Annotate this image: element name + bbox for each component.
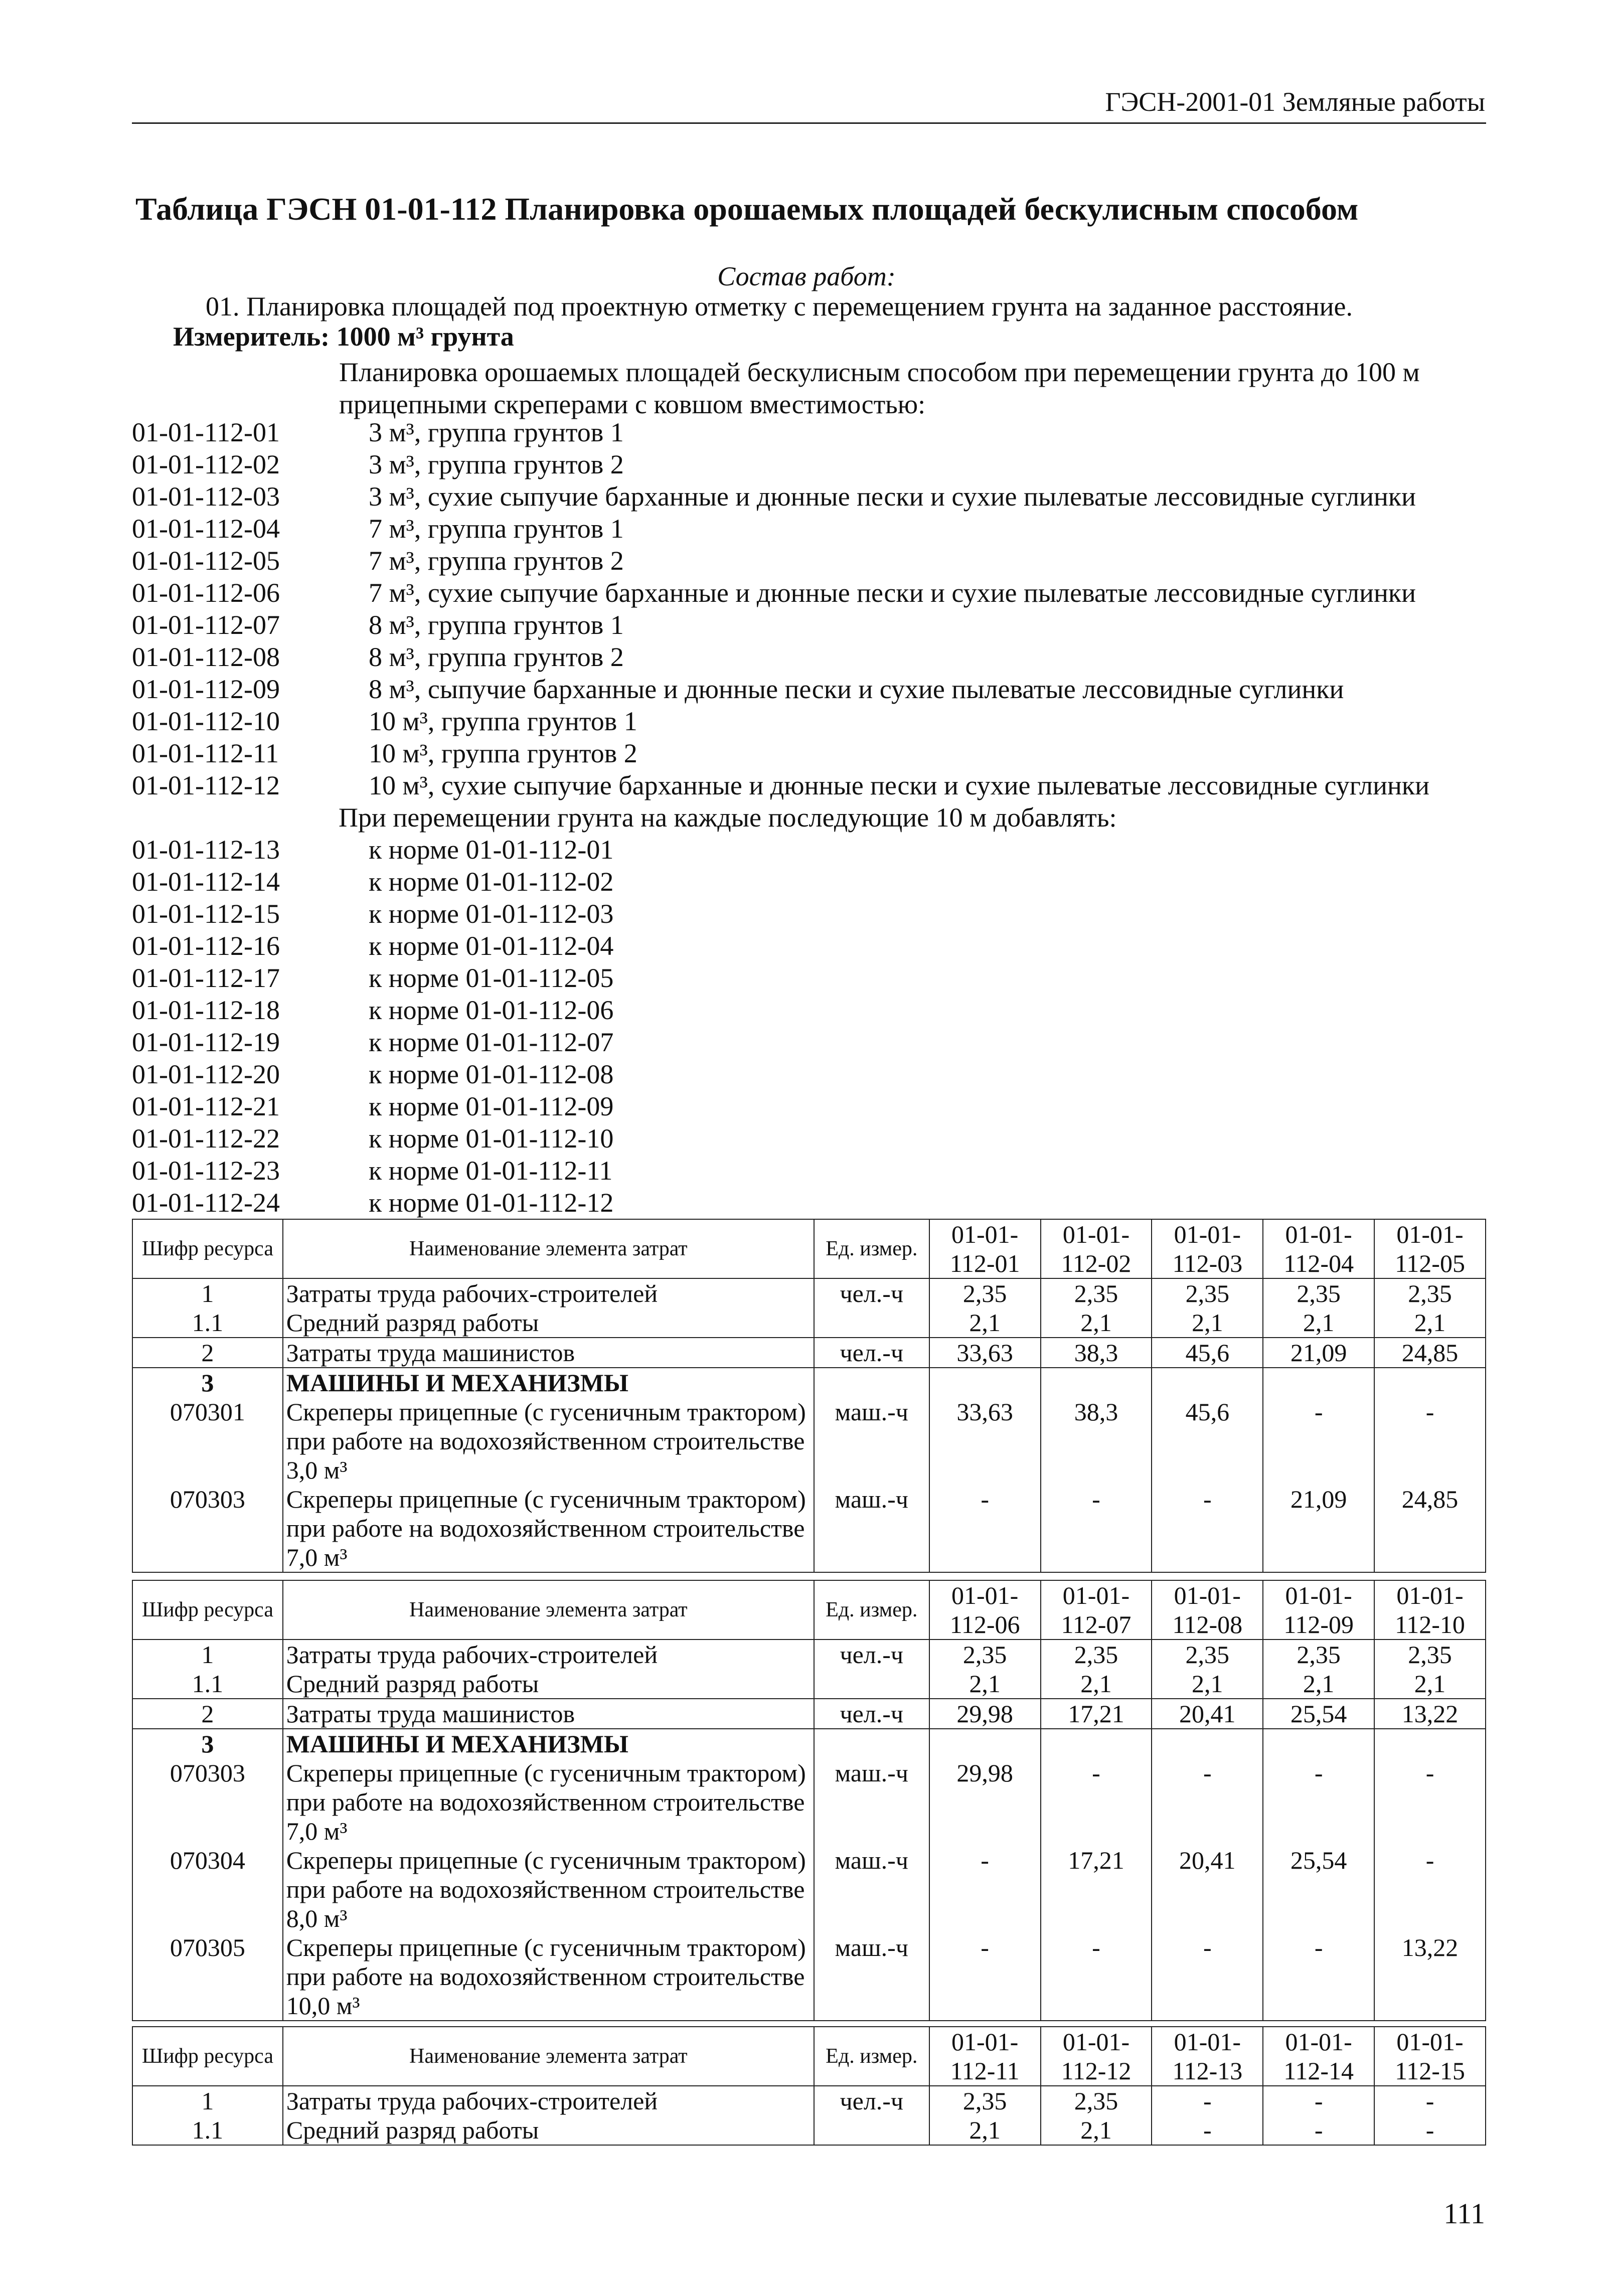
norm-value: 2,35 bbox=[1041, 2086, 1152, 2115]
norm-value: 2,35 bbox=[1263, 1278, 1374, 1308]
resource-name: Затраты труда рабочих-строителей bbox=[283, 1278, 814, 1308]
norm-value: 2,35 bbox=[929, 2086, 1041, 2115]
resource-name: Скреперы прицепные (с гусеничным трактором) при работе на водохозяйственном строительстве 7,0 м³ bbox=[283, 1758, 814, 1846]
meter-line bbox=[173, 321, 514, 352]
resource-name: Скреперы прицепные (с гусеничным трактором) при работе на водохозяйственном строительстве 3,0 м³ bbox=[283, 1397, 814, 1485]
norm-value: 20,41 bbox=[1152, 1846, 1263, 1933]
table-row bbox=[132, 1729, 1486, 1758]
addition-desc: к норме 01-01-112-02 bbox=[369, 867, 614, 897]
norm-value: - bbox=[1041, 1485, 1152, 1572]
norm-value: - bbox=[1263, 2115, 1374, 2145]
table-row bbox=[132, 1846, 1486, 1933]
resource-unit: чел.-ч bbox=[814, 1639, 929, 1669]
header-norm-column: 01-01- 112-10 bbox=[1374, 1580, 1486, 1639]
resource-unit bbox=[814, 2115, 929, 2145]
norm-value: 2,1 bbox=[1263, 1669, 1374, 1699]
norm-value: 2,1 bbox=[1041, 1308, 1152, 1338]
resource-unit bbox=[814, 1669, 929, 1699]
resource-table-3 bbox=[132, 2026, 1486, 2146]
norm-desc: 7 м³, группа грунтов 1 bbox=[369, 514, 624, 544]
resource-name: МАШИНЫ И МЕХАНИЗМЫ bbox=[283, 1729, 814, 1758]
header-norm-column: 01-01- 112-09 bbox=[1263, 1580, 1374, 1639]
table-row bbox=[132, 1933, 1486, 2021]
norm-code: 01-01-112-11 bbox=[132, 738, 279, 768]
resource-name: Скреперы прицепные (с гусеничным трактором) при работе на водохозяйственном строительстве 8,0 м³ bbox=[283, 1846, 814, 1933]
addition-desc: к норме 01-01-112-04 bbox=[369, 931, 614, 961]
table-row bbox=[132, 1368, 1486, 1397]
table-row bbox=[132, 2086, 1486, 2115]
norm-value: - bbox=[1152, 1758, 1263, 1846]
composition-item: 01. Планировка площадей под проектную отметку с перемещением грунта на заданное расстояние. bbox=[206, 291, 1353, 321]
norm-value bbox=[1152, 1368, 1263, 1397]
norm-desc: 8 м³, сыпучие барханные и дюнные пески и сухие пылеватые лессовидные суглинки bbox=[369, 674, 1344, 704]
norm-desc: 3 м³, группа грунтов 1 bbox=[369, 417, 624, 447]
addition-code: 01-01-112-19 bbox=[132, 1027, 280, 1057]
resource-code: 1 bbox=[132, 1278, 283, 1308]
norm-value: 2,1 bbox=[929, 1669, 1041, 1699]
norm-code: 01-01-112-05 bbox=[132, 546, 280, 576]
header-norm-column: 01-01- 112-12 bbox=[1041, 2027, 1152, 2086]
norm-value: - bbox=[929, 1485, 1041, 1572]
composition-title: Состав работ: bbox=[717, 261, 896, 291]
resource-unit: чел.-ч bbox=[814, 1338, 929, 1368]
norm-codes-column bbox=[132, 416, 280, 1219]
resource-unit: чел.-ч bbox=[814, 2086, 929, 2115]
norm-value: 17,21 bbox=[1041, 1846, 1152, 1933]
norm-desc: 10 м³, сухие сыпучие барханные и дюнные пески и сухие пылеватые лессовидные суглинки bbox=[369, 770, 1430, 800]
norm-value: 25,54 bbox=[1263, 1699, 1374, 1729]
norm-code: 01-01-112-04 bbox=[132, 514, 280, 544]
norm-value: - bbox=[1263, 1758, 1374, 1846]
resource-code: 070303 bbox=[132, 1485, 283, 1572]
resource-unit: маш.-ч bbox=[814, 1933, 929, 2021]
header-norm-column: 01-01- 112-11 bbox=[929, 2027, 1041, 2086]
resource-name: Затраты труда рабочих-строителей bbox=[283, 1639, 814, 1669]
header-rule bbox=[132, 122, 1486, 124]
norm-desc: 10 м³, группа грунтов 1 bbox=[369, 706, 637, 736]
header-norm-column: 01-01- 112-07 bbox=[1041, 1580, 1152, 1639]
resource-code: 2 bbox=[132, 1338, 283, 1368]
norm-value: 13,22 bbox=[1374, 1699, 1486, 1729]
resource-name: МАШИНЫ И МЕХАНИЗМЫ bbox=[283, 1368, 814, 1397]
norm-value: 2,35 bbox=[1374, 1278, 1486, 1308]
header-code: Шифр ресурса bbox=[132, 1580, 283, 1639]
norm-value: - bbox=[1041, 1758, 1152, 1846]
resource-unit: маш.-ч bbox=[814, 1846, 929, 1933]
addition-code: 01-01-112-13 bbox=[132, 835, 280, 865]
norm-value: 29,98 bbox=[929, 1699, 1041, 1729]
norm-value: - bbox=[1152, 1485, 1263, 1572]
norm-value: 29,98 bbox=[929, 1758, 1041, 1846]
resource-name: Средний разряд работы bbox=[283, 1669, 814, 1699]
resource-unit: маш.-ч bbox=[814, 1485, 929, 1572]
header-norm-column: 01-01- 112-08 bbox=[1152, 1580, 1263, 1639]
resource-table-1 bbox=[132, 1219, 1486, 1573]
norm-value: 17,21 bbox=[1041, 1699, 1152, 1729]
table-row bbox=[132, 1669, 1486, 1699]
norm-value: 2,35 bbox=[1041, 1639, 1152, 1669]
resource-name: Затраты труда машинистов bbox=[283, 1338, 814, 1368]
header-name: Наименование элемента затрат bbox=[283, 1580, 814, 1639]
resource-name: Затраты труда рабочих-строителей bbox=[283, 2086, 814, 2115]
addition-note: При перемещении грунта на каждые последующие 10 м добавлять: bbox=[339, 802, 1117, 833]
header-norm-column: 01-01- 112-04 bbox=[1263, 1219, 1374, 1278]
addition-desc: к норме 01-01-112-12 bbox=[369, 1188, 614, 1218]
norm-value: - bbox=[1263, 2086, 1374, 2115]
norm-code: 01-01-112-02 bbox=[132, 449, 280, 479]
norm-value: 2,1 bbox=[929, 2115, 1041, 2145]
resource-table-2 bbox=[132, 1580, 1486, 2021]
resource-code: 1.1 bbox=[132, 2115, 283, 2145]
resource-code: 070305 bbox=[132, 1933, 283, 2021]
norm-value bbox=[1041, 1368, 1152, 1397]
norm-code: 01-01-112-07 bbox=[132, 610, 280, 640]
norm-code: 01-01-112-09 bbox=[132, 674, 280, 704]
norm-desc: 8 м³, группа грунтов 1 bbox=[369, 610, 624, 640]
norm-code: 01-01-112-06 bbox=[132, 578, 280, 608]
norm-value: - bbox=[1152, 1933, 1263, 2021]
addition-code: 01-01-112-17 bbox=[132, 963, 280, 993]
header-norm-column: 01-01- 112-14 bbox=[1263, 2027, 1374, 2086]
norm-value: - bbox=[1041, 1933, 1152, 2021]
norm-value: 2,1 bbox=[1263, 1308, 1374, 1338]
norm-code: 01-01-112-08 bbox=[132, 642, 280, 672]
table-row bbox=[132, 2115, 1486, 2145]
meter-label: Измеритель: bbox=[173, 321, 330, 352]
norm-value: 2,1 bbox=[1152, 1308, 1263, 1338]
norm-value: - bbox=[1374, 2115, 1486, 2145]
meter-value: 1000 м³ грунта bbox=[336, 321, 514, 352]
norm-value: 2,35 bbox=[929, 1278, 1041, 1308]
table-row bbox=[132, 1397, 1486, 1485]
norm-value bbox=[929, 1729, 1041, 1758]
resource-unit: чел.-ч bbox=[814, 1278, 929, 1308]
addition-code: 01-01-112-14 bbox=[132, 867, 280, 897]
norm-desc: 10 м³, группа грунтов 2 bbox=[369, 738, 637, 768]
addition-code: 01-01-112-15 bbox=[132, 899, 280, 929]
norm-value: 24,85 bbox=[1374, 1338, 1486, 1368]
addition-code: 01-01-112-24 bbox=[132, 1188, 280, 1218]
running-header: ГЭСН-2001-01 Земляные работы bbox=[1105, 87, 1485, 117]
header-unit: Ед. измер. bbox=[814, 1219, 929, 1278]
header-unit: Ед. измер. bbox=[814, 2027, 929, 2086]
table-row bbox=[132, 1699, 1486, 1729]
norm-value: 2,35 bbox=[1152, 1639, 1263, 1669]
addition-code: 01-01-112-21 bbox=[132, 1091, 280, 1121]
resource-name: Скреперы прицепные (с гусеничным трактором) при работе на водохозяйственном строительстве 7,0 м³ bbox=[283, 1485, 814, 1572]
resource-name: Средний разряд работы bbox=[283, 2115, 814, 2145]
norm-value: 2,35 bbox=[1041, 1278, 1152, 1308]
table-row bbox=[132, 1308, 1486, 1338]
norm-value: 2,35 bbox=[1374, 1639, 1486, 1669]
header-norm-column: 01-01- 112-13 bbox=[1152, 2027, 1263, 2086]
table-header-row bbox=[132, 1219, 1486, 1278]
header-unit: Ед. измер. bbox=[814, 1580, 929, 1639]
norm-value: - bbox=[1152, 2115, 1263, 2145]
norm-code: 01-01-112-10 bbox=[132, 706, 280, 736]
norm-value: - bbox=[1152, 2086, 1263, 2115]
header-norm-column: 01-01- 112-06 bbox=[929, 1580, 1041, 1639]
norm-value: 2,35 bbox=[1152, 1278, 1263, 1308]
header-code: Шифр ресурса bbox=[132, 2027, 283, 2086]
table-header-row bbox=[132, 1580, 1486, 1639]
addition-code: 01-01-112-23 bbox=[132, 1156, 280, 1186]
norm-value: 2,1 bbox=[1041, 1669, 1152, 1699]
norm-value: 2,1 bbox=[929, 1308, 1041, 1338]
norm-value: 2,1 bbox=[1374, 1669, 1486, 1699]
norm-desc: 3 м³, группа грунтов 2 bbox=[369, 449, 624, 479]
norm-value: 13,22 bbox=[1374, 1933, 1486, 2021]
resource-unit: чел.-ч bbox=[814, 1699, 929, 1729]
header-norm-column: 01-01- 112-05 bbox=[1374, 1219, 1486, 1278]
norms-intro: Планировка орошаемых площадей бескулисным способом при перемещении грунта до 100 м прицепными скреперами с ковшом вместимостью: bbox=[339, 357, 1420, 419]
norm-value: 2,1 bbox=[1041, 2115, 1152, 2145]
table-header-row bbox=[132, 2027, 1486, 2086]
header-name: Наименование элемента затрат bbox=[283, 2027, 814, 2086]
resource-name: Затраты труда машинистов bbox=[283, 1699, 814, 1729]
resource-code: 1.1 bbox=[132, 1669, 283, 1699]
resource-code: 070303 bbox=[132, 1758, 283, 1846]
norm-code: 01-01-112-03 bbox=[132, 481, 280, 512]
resource-code: 1 bbox=[132, 1639, 283, 1669]
norm-value: - bbox=[1374, 1758, 1486, 1846]
norm-value: 2,1 bbox=[1374, 1308, 1486, 1338]
norm-value: 38,3 bbox=[1041, 1397, 1152, 1485]
resource-unit bbox=[814, 1729, 929, 1758]
norm-value: 45,6 bbox=[1152, 1397, 1263, 1485]
norm-value bbox=[1263, 1729, 1374, 1758]
norm-descriptions-column bbox=[339, 416, 1430, 1219]
resource-code: 1.1 bbox=[132, 1308, 283, 1338]
header-norm-column: 01-01- 112-01 bbox=[929, 1219, 1041, 1278]
table-row bbox=[132, 1758, 1486, 1846]
addition-code: 01-01-112-16 bbox=[132, 931, 280, 961]
resource-code: 2 bbox=[132, 1699, 283, 1729]
norm-value: 38,3 bbox=[1041, 1338, 1152, 1368]
resource-code: 3 bbox=[132, 1368, 283, 1397]
addition-desc: к норме 01-01-112-11 bbox=[369, 1156, 613, 1186]
table-row bbox=[132, 1278, 1486, 1308]
resource-unit: маш.-ч bbox=[814, 1758, 929, 1846]
resource-unit bbox=[814, 1368, 929, 1397]
addition-desc: к норме 01-01-112-08 bbox=[369, 1059, 614, 1089]
norm-value: - bbox=[1374, 1846, 1486, 1933]
norm-value: 21,09 bbox=[1263, 1338, 1374, 1368]
addition-desc: к норме 01-01-112-06 bbox=[369, 995, 614, 1025]
header-name: Наименование элемента затрат bbox=[283, 1219, 814, 1278]
norm-code: 01-01-112-12 bbox=[132, 770, 280, 800]
page-title: Таблица ГЭСН 01-01-112 Планировка орошаемых площадей бескулисным способом bbox=[135, 191, 1359, 227]
resource-name: Средний разряд работы bbox=[283, 1308, 814, 1338]
norm-value bbox=[1374, 1368, 1486, 1397]
norm-value bbox=[1152, 1729, 1263, 1758]
norm-value: - bbox=[1263, 1397, 1374, 1485]
norm-value: 20,41 bbox=[1152, 1699, 1263, 1729]
addition-desc: к норме 01-01-112-01 bbox=[369, 835, 614, 865]
header-norm-column: 01-01- 112-02 bbox=[1041, 1219, 1152, 1278]
norm-value bbox=[1374, 1729, 1486, 1758]
norm-value: 2,35 bbox=[929, 1639, 1041, 1669]
addition-code: 01-01-112-20 bbox=[132, 1059, 280, 1089]
addition-desc: к норме 01-01-112-05 bbox=[369, 963, 614, 993]
norm-value: 25,54 bbox=[1263, 1846, 1374, 1933]
resource-unit bbox=[814, 1308, 929, 1338]
norm-value: 45,6 bbox=[1152, 1338, 1263, 1368]
norm-desc: 3 м³, сухие сыпучие барханные и дюнные пески и сухие пылеватые лессовидные суглинки bbox=[369, 481, 1416, 512]
norm-value: 33,63 bbox=[929, 1397, 1041, 1485]
addition-desc: к норме 01-01-112-07 bbox=[369, 1027, 614, 1057]
resource-code: 070301 bbox=[132, 1397, 283, 1485]
addition-code: 01-01-112-18 bbox=[132, 995, 280, 1025]
norm-desc: 7 м³, сухие сыпучие барханные и дюнные пески и сухие пылеватые лессовидные суглинки bbox=[369, 578, 1416, 608]
resource-unit: маш.-ч bbox=[814, 1397, 929, 1485]
addition-code: 01-01-112-22 bbox=[132, 1123, 280, 1154]
header-norm-column: 01-01- 112-03 bbox=[1152, 1219, 1263, 1278]
norm-value: - bbox=[1263, 1933, 1374, 2021]
page-number: 111 bbox=[1443, 2197, 1485, 2230]
norm-value: 21,09 bbox=[1263, 1485, 1374, 1572]
norm-value: 2,1 bbox=[1152, 1669, 1263, 1699]
norm-value: 33,63 bbox=[929, 1338, 1041, 1368]
addition-desc: к норме 01-01-112-10 bbox=[369, 1123, 614, 1154]
addition-desc: к норме 01-01-112-03 bbox=[369, 899, 614, 929]
header-norm-column: 01-01- 112-15 bbox=[1374, 2027, 1486, 2086]
norm-value: - bbox=[1374, 1397, 1486, 1485]
norm-value bbox=[1263, 1368, 1374, 1397]
table-row bbox=[132, 1338, 1486, 1368]
table-row bbox=[132, 1639, 1486, 1669]
header-code: Шифр ресурса bbox=[132, 1219, 283, 1278]
resource-code: 070304 bbox=[132, 1846, 283, 1933]
norm-value: 24,85 bbox=[1374, 1485, 1486, 1572]
norm-value: 2,35 bbox=[1263, 1639, 1374, 1669]
table-row bbox=[132, 1485, 1486, 1572]
norm-code: 01-01-112-01 bbox=[132, 417, 280, 447]
resource-code: 3 bbox=[132, 1729, 283, 1758]
resource-name: Скреперы прицепные (с гусеничным трактором) при работе на водохозяйственном строительстве 10,0 м³ bbox=[283, 1933, 814, 2021]
norm-value: - bbox=[929, 1933, 1041, 2021]
norm-value bbox=[1041, 1729, 1152, 1758]
resource-code: 1 bbox=[132, 2086, 283, 2115]
norm-value bbox=[929, 1368, 1041, 1397]
norm-desc: 7 м³, группа грунтов 2 bbox=[369, 546, 624, 576]
norm-value: - bbox=[1374, 2086, 1486, 2115]
norm-desc: 8 м³, группа грунтов 2 bbox=[369, 642, 624, 672]
norm-value: - bbox=[929, 1846, 1041, 1933]
addition-desc: к норме 01-01-112-09 bbox=[369, 1091, 614, 1121]
